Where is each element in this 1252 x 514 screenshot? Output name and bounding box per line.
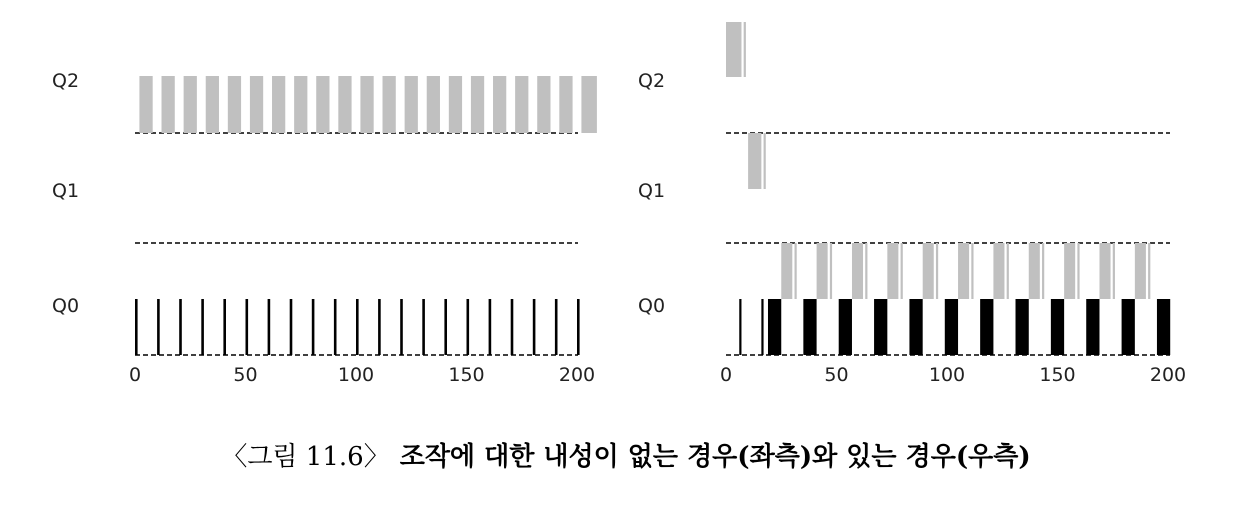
- bar-q2-1: [744, 22, 746, 77]
- bar-q0-2: [179, 299, 182, 355]
- x-tick-0: 0: [719, 364, 733, 386]
- bar-q0-5: [246, 299, 249, 355]
- bar-q0-9: [1016, 299, 1029, 355]
- bar-q2-13: [427, 76, 440, 133]
- bar-q0-1: [157, 299, 160, 355]
- bar-q2-7: [294, 76, 307, 133]
- bar-q0-10: [1051, 299, 1064, 355]
- queue-label-q1: Q1: [638, 180, 666, 202]
- bar-q0-12: [1122, 299, 1135, 355]
- bar-q2-8: [316, 76, 329, 133]
- bar-q0-gray-6: [887, 243, 898, 299]
- bar-q0-4: [223, 299, 226, 355]
- bar-q2-12: [405, 76, 418, 133]
- bar-q0-9: [334, 299, 337, 355]
- bar-q2-0: [139, 76, 152, 133]
- x-tick-150: 150: [1039, 364, 1076, 386]
- bar-q0-gray-0: [781, 243, 792, 299]
- caption-title: 조작에 대한 내성이 없는 경우(좌측)와 있는 경우(우측): [399, 442, 1031, 472]
- bar-q0-gray-7: [901, 243, 903, 299]
- bar-q2-3: [206, 76, 219, 133]
- bar-q0-13: [422, 299, 425, 355]
- bar-q0-gray-4: [852, 243, 863, 299]
- bar-q2-10: [360, 76, 373, 133]
- bar-q0-20: [577, 299, 580, 355]
- bar-q0-1: [761, 299, 763, 355]
- bar-q0-gray-8: [923, 243, 934, 299]
- bar-q2-9: [338, 76, 351, 133]
- bar-q0-gray-21: [1148, 243, 1150, 299]
- bar-q2-1: [162, 76, 175, 133]
- figure-caption: [0, 436, 1252, 473]
- bar-q0-2: [768, 299, 781, 355]
- queue-label-q0: Q0: [52, 295, 80, 317]
- bar-q0-gray-1: [795, 243, 797, 299]
- bar-q0-17: [511, 299, 514, 355]
- bar-q2-5: [250, 76, 263, 133]
- bar-q0-10: [356, 299, 359, 355]
- bar-q0-0: [739, 299, 741, 355]
- queue-label-q0: Q0: [638, 295, 666, 317]
- x-tick-100: 100: [337, 364, 375, 386]
- bar-q2-0: [726, 22, 741, 77]
- bar-q0-5: [874, 299, 887, 355]
- bar-q0-6: [909, 299, 922, 355]
- bar-q0-6: [268, 299, 271, 355]
- bar-q0-7: [945, 299, 958, 355]
- bar-q0-0: [135, 299, 138, 355]
- bar-q0-gray-17: [1077, 243, 1079, 299]
- x-tick-0: 0: [128, 364, 142, 386]
- bar-q0-14: [444, 299, 447, 355]
- bar-q0-gray-14: [1029, 243, 1040, 299]
- bar-q0-19: [555, 299, 558, 355]
- bar-q0-3: [201, 299, 204, 355]
- bar-q0-15: [467, 299, 470, 355]
- bar-q0-18: [533, 299, 536, 355]
- bar-q2-2: [184, 76, 197, 133]
- bar-q2-15: [471, 76, 484, 133]
- left-panel: [52, 70, 597, 386]
- bar-q0-gray-9: [936, 243, 938, 299]
- bar-q2-16: [493, 76, 506, 133]
- bar-q0-16: [489, 299, 492, 355]
- bar-q0-8: [980, 299, 993, 355]
- bar-q0-gray-15: [1042, 243, 1044, 299]
- x-tick-200: 200: [558, 364, 596, 386]
- bar-q2-18: [537, 76, 550, 133]
- bar-q0-gray-12: [993, 243, 1004, 299]
- queue-label-q2: Q2: [638, 70, 666, 92]
- x-tick-200: 200: [1149, 364, 1187, 386]
- bar-q0-gray-13: [1007, 243, 1009, 299]
- bar-q0-gray-18: [1099, 243, 1110, 299]
- bar-q2-4: [228, 76, 241, 133]
- bar-q0-gray-11: [971, 243, 973, 299]
- bar-q0-gray-20: [1135, 243, 1146, 299]
- bar-q0-3: [803, 299, 816, 355]
- bar-q0-4: [839, 299, 852, 355]
- bar-q0-11: [1086, 299, 1099, 355]
- bar-q0-gray-16: [1064, 243, 1075, 299]
- bar-q0-gray-5: [865, 243, 867, 299]
- bar-q2-11: [383, 76, 396, 133]
- caption-number: 〈그림 11.6〉: [221, 442, 390, 472]
- bar-q2-6: [272, 76, 285, 133]
- bar-q2-14: [449, 76, 462, 133]
- bar-q1-1: [764, 133, 766, 189]
- bar-q0-gray-10: [958, 243, 969, 299]
- right-panel: [638, 22, 1186, 386]
- x-tick-150: 150: [448, 364, 485, 386]
- queue-label-q1: Q1: [52, 180, 80, 202]
- queue-label-q2: Q2: [52, 70, 80, 92]
- x-tick-100: 100: [928, 364, 966, 386]
- bar-q0-7: [290, 299, 293, 355]
- bar-q2-20: [581, 76, 596, 133]
- bar-q0-gray-2: [817, 243, 828, 299]
- bar-q0-12: [400, 299, 403, 355]
- bar-q0-8: [312, 299, 315, 355]
- bar-q0-gray-19: [1113, 243, 1115, 299]
- bar-q1-0: [748, 133, 761, 189]
- bar-q2-17: [515, 76, 528, 133]
- x-tick-50: 50: [233, 364, 258, 386]
- bar-q0-gray-3: [830, 243, 832, 299]
- x-tick-50: 50: [824, 364, 849, 386]
- bar-q2-19: [559, 76, 572, 133]
- bar-q0-11: [378, 299, 381, 355]
- bar-q0-13: [1157, 299, 1170, 355]
